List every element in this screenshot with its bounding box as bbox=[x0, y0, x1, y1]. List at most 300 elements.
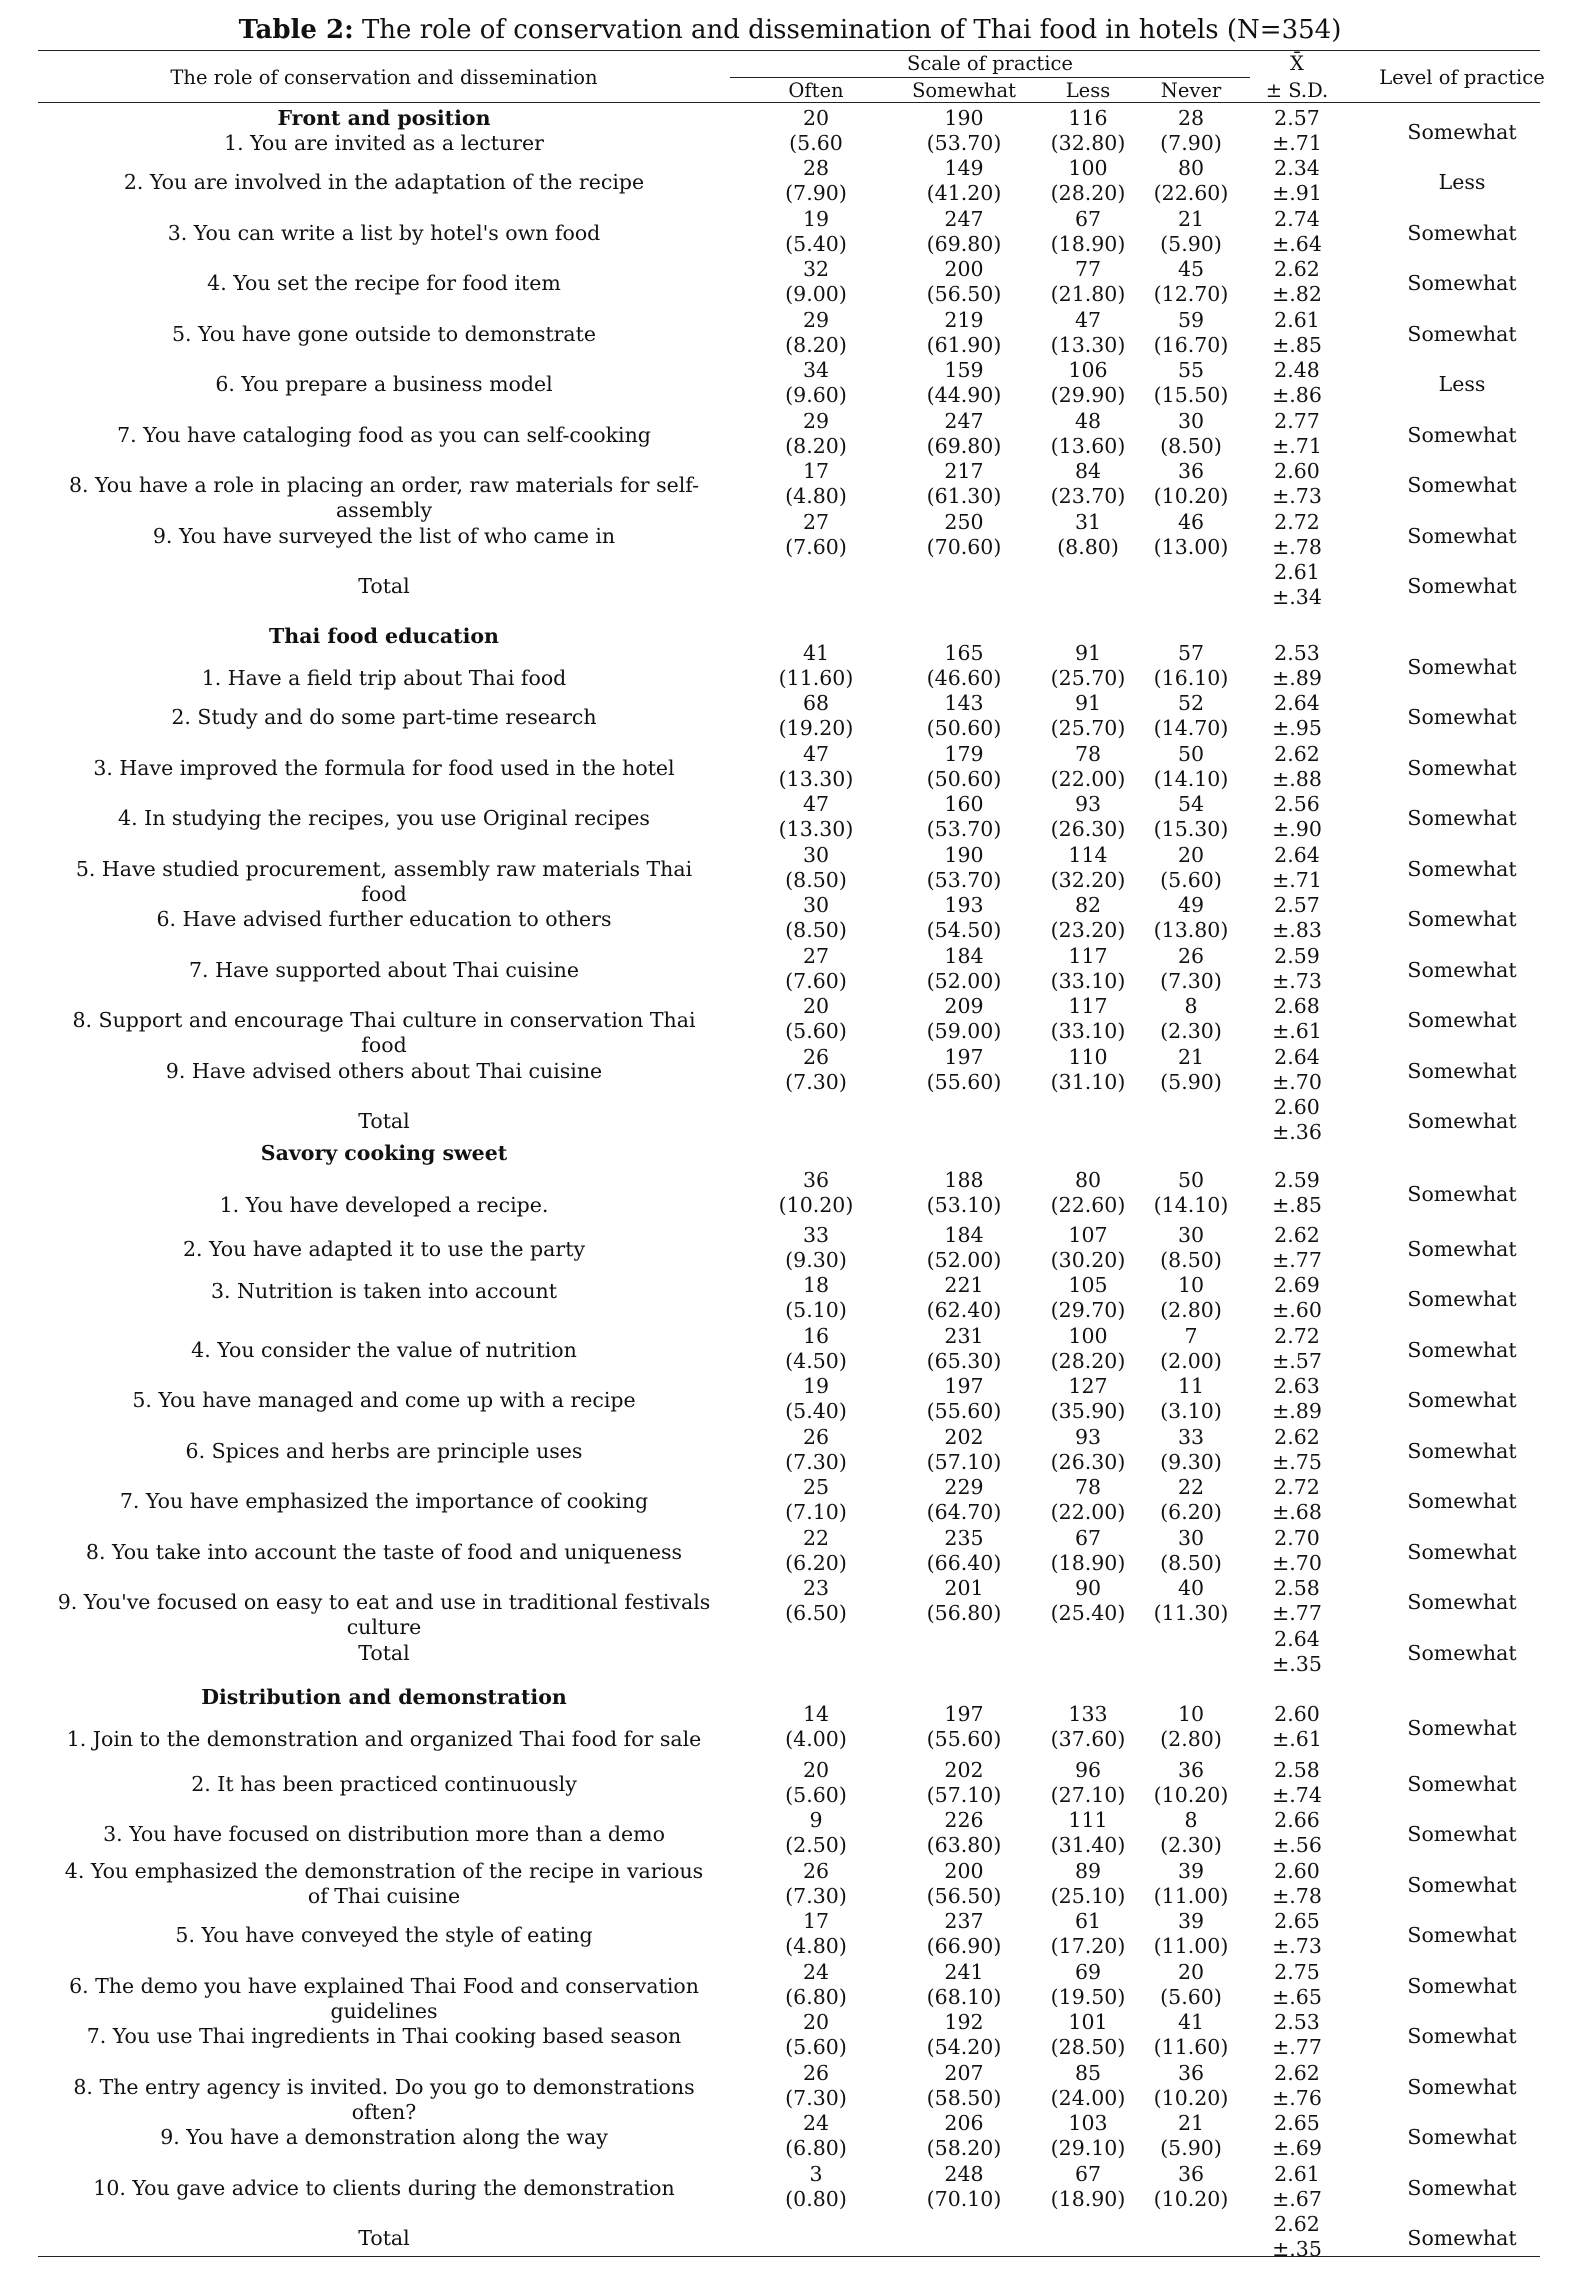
less-value: 85 bbox=[1074, 2061, 1102, 2085]
mean-value: 2.58 bbox=[1274, 1758, 1320, 1782]
often-value: 9 bbox=[809, 1808, 823, 1832]
less-value: 84 bbox=[1074, 459, 1102, 483]
often-percent: (4.80) bbox=[785, 484, 847, 508]
mean-value: 2.64 bbox=[1274, 843, 1320, 867]
table-top-rule bbox=[38, 50, 1540, 51]
less-value: 127 bbox=[1068, 1374, 1108, 1398]
often-value: 3 bbox=[809, 2162, 823, 2186]
mean-sd: ±.71 bbox=[1272, 868, 1322, 892]
never-percent: (13.00) bbox=[1153, 535, 1229, 559]
never-value: 80 bbox=[1177, 156, 1205, 180]
somewhat-value: 197 bbox=[944, 1374, 984, 1398]
mean-sd: ±.61 bbox=[1272, 1019, 1322, 1043]
less-value: 117 bbox=[1068, 944, 1108, 968]
never-value: 11 bbox=[1177, 1374, 1205, 1398]
less-percent: (33.10) bbox=[1050, 969, 1126, 993]
less-percent: (28.50) bbox=[1050, 2035, 1126, 2059]
less-percent: (26.30) bbox=[1050, 1450, 1126, 1474]
mean-value: 2.48 bbox=[1274, 358, 1320, 382]
less-percent: (17.20) bbox=[1050, 1934, 1126, 1958]
mean-value: 2.64 bbox=[1274, 691, 1320, 715]
mean-value: 2.74 bbox=[1274, 207, 1320, 231]
less-percent: (13.30) bbox=[1050, 333, 1126, 357]
mean-sd: ±.95 bbox=[1272, 716, 1322, 740]
somewhat-percent: (52.00) bbox=[926, 969, 1002, 993]
somewhat-value: 165 bbox=[944, 641, 984, 665]
often-percent: (7.30) bbox=[785, 2086, 847, 2110]
mean-value: 2.65 bbox=[1274, 2111, 1320, 2135]
item-label: 3. You can write a list by hotel's own food bbox=[167, 221, 601, 245]
never-percent: (15.50) bbox=[1153, 383, 1229, 407]
item-label: 7. You have cataloging food as you can self-cooking bbox=[117, 423, 651, 447]
item-label: 6. The demo you have explained Thai Food and conservation guidelines bbox=[69, 1974, 699, 2023]
never-percent: (8.50) bbox=[1160, 1248, 1222, 1272]
never-value: 45 bbox=[1177, 257, 1205, 281]
less-percent: (31.40) bbox=[1050, 1833, 1126, 1857]
mean-value: 2.64 bbox=[1274, 1045, 1320, 1069]
never-value: 8 bbox=[1184, 994, 1198, 1018]
item-label: 6. Spices and herbs are principle uses bbox=[185, 1439, 583, 1463]
never-value: 36 bbox=[1177, 2061, 1205, 2085]
table-caption bbox=[0, 14, 1580, 46]
item-label: 5. You have managed and come up with a recipe bbox=[132, 1388, 636, 1412]
table-row bbox=[0, 641, 1580, 691]
somewhat-value: 237 bbox=[944, 1909, 984, 1933]
somewhat-value: 247 bbox=[944, 409, 984, 433]
never-percent: (7.90) bbox=[1160, 131, 1222, 155]
never-value: 33 bbox=[1177, 1425, 1205, 1449]
often-value: 27 bbox=[802, 510, 830, 534]
often-percent: (9.00) bbox=[785, 282, 847, 306]
often-percent: (11.60) bbox=[778, 666, 854, 690]
table-row bbox=[0, 510, 1580, 560]
less-value: 90 bbox=[1074, 1576, 1102, 1600]
mean-value: 2.70 bbox=[1274, 1526, 1320, 1550]
often-value: 41 bbox=[802, 641, 830, 665]
less-value: 100 bbox=[1068, 156, 1108, 180]
level-of-practice: Somewhat bbox=[1407, 1008, 1517, 1032]
often-percent: (8.50) bbox=[785, 868, 847, 892]
never-percent: (10.20) bbox=[1153, 2187, 1229, 2211]
item-label: 5. You have gone outside to demonstrate bbox=[172, 322, 596, 346]
often-value: 22 bbox=[802, 1526, 830, 1550]
item-label: 1. You are invited as a lecturer bbox=[224, 131, 544, 155]
never-percent: (2.80) bbox=[1160, 1298, 1222, 1322]
mean-value: 2.75 bbox=[1274, 1960, 1320, 1984]
level-of-practice: Somewhat bbox=[1407, 907, 1517, 931]
mean-value: 2.60 bbox=[1274, 459, 1320, 483]
often-percent: (13.30) bbox=[778, 767, 854, 791]
often-percent: (5.10) bbox=[785, 1298, 847, 1322]
less-percent: (28.20) bbox=[1050, 1349, 1126, 1373]
total-row bbox=[0, 1095, 1580, 1145]
somewhat-percent: (52.00) bbox=[926, 1248, 1002, 1272]
never-value: 10 bbox=[1177, 1702, 1205, 1726]
table-row bbox=[0, 156, 1580, 206]
header-role: The role of conservation and dissemination bbox=[170, 66, 598, 89]
often-percent: (8.50) bbox=[785, 918, 847, 942]
scale-subheader-rule bbox=[730, 77, 1250, 78]
level-of-practice: Somewhat bbox=[1407, 806, 1517, 830]
mean-value: 2.68 bbox=[1274, 994, 1320, 1018]
header-scale: Scale of practice bbox=[907, 52, 1073, 75]
table-row bbox=[0, 1859, 1580, 1909]
often-value: 14 bbox=[802, 1702, 830, 1726]
mean-sd: ±.77 bbox=[1272, 1601, 1322, 1625]
less-value: 133 bbox=[1068, 1702, 1108, 1726]
often-percent: (7.60) bbox=[785, 535, 847, 559]
somewhat-value: 190 bbox=[944, 106, 984, 130]
item-label: 2. You have adapted it to use the party bbox=[182, 1237, 586, 1261]
less-value: 67 bbox=[1074, 207, 1102, 231]
somewhat-percent: (59.00) bbox=[926, 1019, 1002, 1043]
somewhat-percent: (62.40) bbox=[926, 1298, 1002, 1322]
often-value: 17 bbox=[802, 459, 830, 483]
mean-sd: ±.70 bbox=[1272, 1551, 1322, 1575]
mean-value: 2.60 bbox=[1274, 1095, 1320, 1119]
somewhat-value: 247 bbox=[944, 207, 984, 231]
mean-sd: ±.89 bbox=[1272, 666, 1322, 690]
table-caption-text: The role of conservation and dissemination of Thai food in hotels (N=354) bbox=[361, 15, 1342, 45]
never-value: 30 bbox=[1177, 409, 1205, 433]
level-of-practice: Somewhat bbox=[1407, 2125, 1517, 2149]
mean-value: 2.59 bbox=[1274, 1168, 1320, 1192]
mean-sd: ±.70 bbox=[1272, 1070, 1322, 1094]
mean-value: 2.77 bbox=[1274, 409, 1320, 433]
somewhat-percent: (56.50) bbox=[926, 282, 1002, 306]
item-label: 8. The entry agency is invited. Do you go to demonstrations often? bbox=[73, 2075, 695, 2124]
item-label: 9. You have a demonstration along the way bbox=[160, 2125, 608, 2149]
section-title: Distribution and demonstration bbox=[201, 1685, 567, 1709]
level-of-practice: Somewhat bbox=[1407, 1059, 1517, 1083]
somewhat-percent: (50.60) bbox=[926, 716, 1002, 740]
level-of-practice: Somewhat bbox=[1407, 574, 1517, 598]
mean-sd: ±.73 bbox=[1272, 969, 1322, 993]
somewhat-value: 221 bbox=[944, 1273, 984, 1297]
never-percent: (14.10) bbox=[1153, 767, 1229, 791]
mean-value: 2.69 bbox=[1274, 1273, 1320, 1297]
somewhat-percent: (41.20) bbox=[926, 181, 1002, 205]
never-value: 36 bbox=[1177, 2162, 1205, 2186]
header-level: Level of practice bbox=[1379, 66, 1545, 89]
never-percent: (3.10) bbox=[1160, 1399, 1222, 1423]
level-of-practice: Somewhat bbox=[1407, 857, 1517, 881]
often-value: 26 bbox=[802, 1425, 830, 1449]
often-percent: (9.60) bbox=[785, 383, 847, 407]
mean-sd: ±.64 bbox=[1272, 232, 1322, 256]
mean-sd: ±.73 bbox=[1272, 484, 1322, 508]
less-percent: (22.00) bbox=[1050, 767, 1126, 791]
somewhat-percent: (64.70) bbox=[926, 1500, 1002, 1524]
less-value: 47 bbox=[1074, 308, 1102, 332]
less-value: 80 bbox=[1074, 1168, 1102, 1192]
never-value: 7 bbox=[1184, 1324, 1198, 1348]
somewhat-value: 217 bbox=[944, 459, 984, 483]
somewhat-percent: (50.60) bbox=[926, 767, 1002, 791]
less-percent: (31.10) bbox=[1050, 1070, 1126, 1094]
somewhat-value: 229 bbox=[944, 1475, 984, 1499]
never-value: 46 bbox=[1177, 510, 1205, 534]
total-label: Total bbox=[358, 1641, 410, 1665]
mean-sd: ±.85 bbox=[1272, 333, 1322, 357]
level-of-practice: Somewhat bbox=[1407, 473, 1517, 497]
never-percent: (6.20) bbox=[1160, 1500, 1222, 1524]
never-value: 28 bbox=[1177, 106, 1205, 130]
table-row bbox=[0, 106, 1580, 156]
mean-value: 2.62 bbox=[1274, 742, 1320, 766]
never-percent: (11.30) bbox=[1153, 1601, 1229, 1625]
never-percent: (5.60) bbox=[1160, 1985, 1222, 2009]
section-title: Front and position bbox=[277, 106, 491, 130]
often-percent: (7.30) bbox=[785, 1450, 847, 1474]
less-percent: (29.10) bbox=[1050, 2136, 1126, 2160]
mean-sd: ±.85 bbox=[1272, 1193, 1322, 1217]
less-value: 114 bbox=[1068, 843, 1108, 867]
never-percent: (16.70) bbox=[1153, 333, 1229, 357]
mean-sd: ±.73 bbox=[1272, 1934, 1322, 1958]
mean-sd: ±.35 bbox=[1272, 2237, 1322, 2261]
mean-sd: ±.34 bbox=[1272, 585, 1322, 609]
somewhat-value: 219 bbox=[944, 308, 984, 332]
header-sd: ± S.D. bbox=[1265, 79, 1329, 102]
less-value: 107 bbox=[1068, 1223, 1108, 1247]
often-percent: (7.90) bbox=[785, 181, 847, 205]
somewhat-value: 235 bbox=[944, 1526, 984, 1550]
often-percent: (6.80) bbox=[785, 1985, 847, 2009]
less-value: 101 bbox=[1068, 2010, 1108, 2034]
often-percent: (7.30) bbox=[785, 1070, 847, 1094]
somewhat-percent: (53.70) bbox=[926, 868, 1002, 892]
level-of-practice: Somewhat bbox=[1407, 1439, 1517, 1463]
never-value: 21 bbox=[1177, 1045, 1205, 1069]
somewhat-value: 184 bbox=[944, 944, 984, 968]
less-percent: (32.80) bbox=[1050, 131, 1126, 155]
table-row bbox=[0, 257, 1580, 307]
somewhat-percent: (56.80) bbox=[926, 1601, 1002, 1625]
item-label: 6. Have advised further education to others bbox=[156, 907, 612, 931]
table-row bbox=[0, 358, 1580, 408]
mean-value: 2.60 bbox=[1274, 1859, 1320, 1883]
table-row bbox=[0, 1425, 1580, 1475]
less-percent: (19.50) bbox=[1050, 1985, 1126, 2009]
level-of-practice: Somewhat bbox=[1407, 1590, 1517, 1614]
often-percent: (6.80) bbox=[785, 2136, 847, 2160]
somewhat-percent: (53.70) bbox=[926, 131, 1002, 155]
somewhat-value: 143 bbox=[944, 691, 984, 715]
less-percent: (30.20) bbox=[1050, 1248, 1126, 1272]
often-percent: (7.60) bbox=[785, 969, 847, 993]
never-percent: (13.80) bbox=[1153, 918, 1229, 942]
mean-value: 2.58 bbox=[1274, 1576, 1320, 1600]
never-value: 8 bbox=[1184, 1808, 1198, 1832]
somewhat-value: 200 bbox=[944, 257, 984, 281]
table-row bbox=[0, 1168, 1580, 1218]
table-row bbox=[0, 1045, 1580, 1095]
somewhat-percent: (66.90) bbox=[926, 1934, 1002, 1958]
mean-sd: ±.68 bbox=[1272, 1500, 1322, 1524]
mean-value: 2.64 bbox=[1274, 1627, 1320, 1651]
somewhat-value: 201 bbox=[944, 1576, 984, 1600]
total-label: Total bbox=[358, 574, 410, 598]
often-value: 23 bbox=[802, 1576, 830, 1600]
level-of-practice: Somewhat bbox=[1407, 1716, 1517, 1740]
item-label: 4. You emphasized the demonstration of the recipe in various of Thai cuisine bbox=[64, 1859, 704, 1908]
item-label: 2. Study and do some part-time research bbox=[171, 705, 597, 729]
often-value: 32 bbox=[802, 257, 830, 281]
often-value: 20 bbox=[802, 2010, 830, 2034]
mean-sd: ±.35 bbox=[1272, 1652, 1322, 1676]
less-value: 78 bbox=[1074, 742, 1102, 766]
mean-sd: ±.78 bbox=[1272, 1884, 1322, 1908]
somewhat-value: 179 bbox=[944, 742, 984, 766]
item-label: 3. Have improved the formula for food used in the hotel bbox=[93, 756, 675, 780]
often-value: 30 bbox=[802, 893, 830, 917]
less-value: 100 bbox=[1068, 1324, 1108, 1348]
less-percent: (29.70) bbox=[1050, 1298, 1126, 1322]
often-value: 33 bbox=[802, 1223, 830, 1247]
level-of-practice: Somewhat bbox=[1407, 1974, 1517, 1998]
often-value: 26 bbox=[802, 1859, 830, 1883]
somewhat-value: 202 bbox=[944, 1425, 984, 1449]
less-percent: (23.70) bbox=[1050, 484, 1126, 508]
mean-value: 2.57 bbox=[1274, 893, 1320, 917]
header-less: Less bbox=[1065, 79, 1111, 102]
less-value: 69 bbox=[1074, 1960, 1102, 1984]
somewhat-value: 188 bbox=[944, 1168, 984, 1192]
never-percent: (8.50) bbox=[1160, 1551, 1222, 1575]
never-percent: (5.60) bbox=[1160, 868, 1222, 892]
never-percent: (2.00) bbox=[1160, 1349, 1222, 1373]
less-percent: (25.70) bbox=[1050, 716, 1126, 740]
less-percent: (8.80) bbox=[1057, 535, 1119, 559]
often-percent: (13.30) bbox=[778, 817, 854, 841]
less-percent: (29.90) bbox=[1050, 383, 1126, 407]
often-percent: (5.60 bbox=[789, 131, 843, 155]
item-label: 5. Have studied procurement, assembly raw materials Thai food bbox=[75, 857, 693, 906]
less-percent: (22.60) bbox=[1050, 1193, 1126, 1217]
item-label: 1. Have a field trip about Thai food bbox=[201, 666, 567, 690]
item-label: 5. You have conveyed the style of eating bbox=[175, 1923, 593, 1947]
section-title: Savory cooking sweet bbox=[260, 1141, 508, 1165]
mean-sd: ±.65 bbox=[1272, 1985, 1322, 2009]
never-value: 10 bbox=[1177, 1273, 1205, 1297]
somewhat-percent: (63.80) bbox=[926, 1833, 1002, 1857]
level-of-practice: Somewhat bbox=[1407, 221, 1517, 245]
less-value: 78 bbox=[1074, 1475, 1102, 1499]
less-value: 110 bbox=[1068, 1045, 1108, 1069]
often-value: 25 bbox=[802, 1475, 830, 1499]
item-label: 7. You have emphasized the importance of cooking bbox=[119, 1489, 649, 1513]
less-percent: (18.90) bbox=[1050, 1551, 1126, 1575]
somewhat-value: 159 bbox=[944, 358, 984, 382]
less-value: 106 bbox=[1068, 358, 1108, 382]
never-value: 20 bbox=[1177, 843, 1205, 867]
never-percent: (9.30) bbox=[1160, 1450, 1222, 1474]
often-percent: (8.20) bbox=[785, 434, 847, 458]
often-value: 68 bbox=[802, 691, 830, 715]
level-of-practice: Somewhat bbox=[1407, 120, 1517, 144]
never-value: 30 bbox=[1177, 1526, 1205, 1550]
item-label: 4. You set the recipe for food item bbox=[207, 271, 561, 295]
item-label: 6. You prepare a business model bbox=[215, 372, 553, 396]
mean-value: 2.34 bbox=[1274, 156, 1320, 180]
table-caption-label: Table 2: bbox=[238, 15, 354, 45]
level-of-practice: Somewhat bbox=[1407, 1540, 1517, 1564]
often-value: 30 bbox=[802, 843, 830, 867]
table-row bbox=[0, 207, 1580, 257]
mean-value: 2.56 bbox=[1274, 792, 1320, 816]
never-percent: (2.30) bbox=[1160, 1833, 1222, 1857]
mean-value: 2.62 bbox=[1274, 1223, 1320, 1247]
less-value: 117 bbox=[1068, 994, 1108, 1018]
often-value: 24 bbox=[802, 1960, 830, 1984]
never-percent: (14.10) bbox=[1153, 1193, 1229, 1217]
less-percent: (22.00) bbox=[1050, 1500, 1126, 1524]
item-label: 8. You take into account the taste of food and uniqueness bbox=[85, 1540, 683, 1564]
often-value: 47 bbox=[802, 792, 830, 816]
somewhat-percent: (61.90) bbox=[926, 333, 1002, 357]
less-value: 48 bbox=[1074, 409, 1102, 433]
table-row bbox=[0, 1223, 1580, 1273]
less-percent: (21.80) bbox=[1050, 282, 1126, 306]
less-percent: (18.90) bbox=[1050, 2187, 1126, 2211]
often-value: 19 bbox=[802, 1374, 830, 1398]
less-percent: (13.60) bbox=[1050, 434, 1126, 458]
mean-sd: ±.86 bbox=[1272, 383, 1322, 407]
level-of-practice: Somewhat bbox=[1407, 2075, 1517, 2099]
often-percent: (5.40) bbox=[785, 232, 847, 256]
less-value: 116 bbox=[1068, 106, 1108, 130]
often-percent: (4.80) bbox=[785, 1934, 847, 1958]
mean-value: 2.62 bbox=[1274, 2061, 1320, 2085]
level-of-practice: Somewhat bbox=[1407, 2024, 1517, 2048]
somewhat-percent: (61.30) bbox=[926, 484, 1002, 508]
table-row bbox=[0, 792, 1580, 842]
often-value: 36 bbox=[802, 1168, 830, 1192]
mean-sd: ±.76 bbox=[1272, 2086, 1322, 2110]
never-value: 59 bbox=[1177, 308, 1205, 332]
table-row bbox=[0, 1702, 1580, 1752]
item-label: 1. You have developed a recipe. bbox=[219, 1193, 549, 1217]
level-of-practice: Somewhat bbox=[1407, 1388, 1517, 1412]
item-label: 9. You've focused on easy to eat and use in traditional festivals culture bbox=[57, 1590, 711, 1639]
less-value: 111 bbox=[1068, 1808, 1108, 1832]
header-often: Often bbox=[788, 79, 844, 102]
never-percent: (5.90) bbox=[1160, 2136, 1222, 2160]
level-of-practice: Somewhat bbox=[1407, 1287, 1517, 1311]
mean-value: 2.53 bbox=[1274, 641, 1320, 665]
somewhat-percent: (57.10) bbox=[926, 1450, 1002, 1474]
level-of-practice: Somewhat bbox=[1407, 1641, 1517, 1665]
somewhat-value: 250 bbox=[944, 510, 984, 534]
often-value: 19 bbox=[802, 207, 830, 231]
table-row bbox=[0, 1273, 1580, 1323]
level-of-practice: Somewhat bbox=[1407, 1237, 1517, 1261]
somewhat-percent: (58.20) bbox=[926, 2136, 1002, 2160]
somewhat-value: 184 bbox=[944, 1223, 984, 1247]
often-percent: (0.80) bbox=[785, 2187, 847, 2211]
somewhat-value: 206 bbox=[944, 2111, 984, 2135]
mean-sd: ±.61 bbox=[1272, 1727, 1322, 1751]
often-value: 26 bbox=[802, 2061, 830, 2085]
often-percent: (5.60) bbox=[785, 2035, 847, 2059]
level-of-practice: Somewhat bbox=[1407, 655, 1517, 679]
never-value: 30 bbox=[1177, 1223, 1205, 1247]
somewhat-value: 149 bbox=[944, 156, 984, 180]
less-percent: (18.90) bbox=[1050, 232, 1126, 256]
somewhat-value: 209 bbox=[944, 994, 984, 1018]
level-of-practice: Somewhat bbox=[1407, 958, 1517, 982]
